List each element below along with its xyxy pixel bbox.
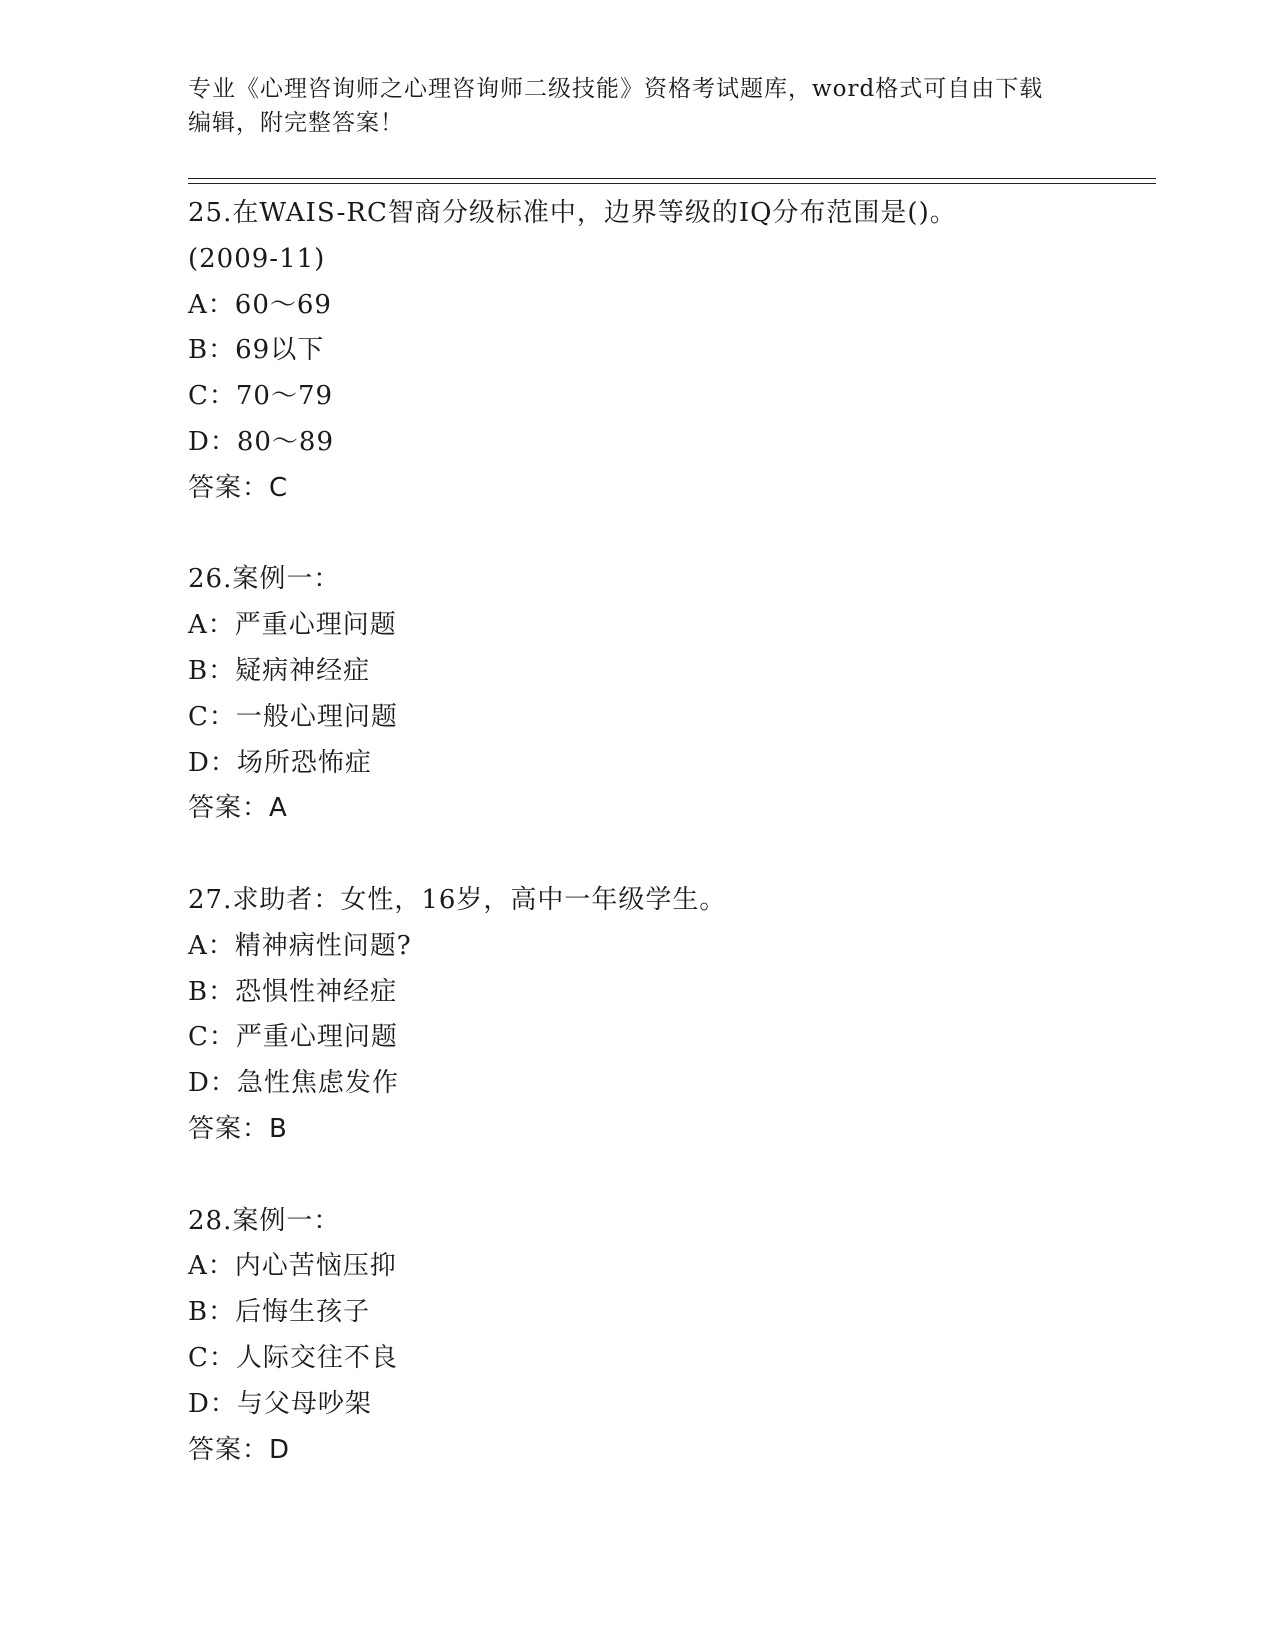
option-a: A：内心苦恼压抑	[188, 1251, 397, 1282]
option-d: D：场所恐怖症	[188, 747, 372, 778]
question-26	[188, 557, 1156, 832]
option-d: D：与父母吵架	[188, 1388, 372, 1419]
document-header	[188, 72, 1088, 140]
question-28	[188, 1199, 1156, 1474]
header-line-2: 编辑，附完整答案！	[188, 110, 404, 136]
option-b: B：疑病神经症	[188, 655, 371, 686]
option-b: B：恐惧性神经症	[188, 976, 398, 1007]
option-b: B：后悔生孩子	[188, 1297, 371, 1328]
question-25	[188, 191, 1156, 512]
question-stem: 25.在WAIS-RC智商分级标准中，边界等级的IQ分布范围是()。	[188, 198, 957, 228]
option-c: C：70～79	[188, 381, 334, 412]
question-27	[188, 878, 1156, 1153]
header-divider-top	[188, 178, 1156, 179]
option-c: C：人际交往不良	[188, 1342, 398, 1373]
answer-label: 答案：B	[188, 1113, 288, 1144]
option-a: A：严重心理问题	[188, 610, 397, 641]
question-stem: 26.案例一：	[188, 564, 341, 595]
answer-label: 答案：D	[188, 1434, 291, 1465]
option-c: C：一般心理问题	[188, 701, 398, 732]
option-a: A：60～69	[188, 289, 332, 320]
spacer	[188, 1153, 1156, 1199]
option-d: D：急性焦虑发作	[188, 1068, 399, 1099]
option-d: D：80～89	[188, 426, 335, 457]
spacer	[188, 512, 1156, 558]
option-b: B：69以下	[188, 335, 325, 366]
header-line-1: 专业《心理咨询师之心理咨询师二级技能》资格考试题库，word格式可自由下载	[188, 76, 1044, 102]
option-a: A：精神病性问题?	[188, 930, 412, 961]
option-c: C：严重心理问题	[188, 1022, 398, 1053]
question-stem-continued: (2009-11)	[188, 243, 326, 274]
question-list	[188, 191, 1156, 1473]
header-divider-bottom	[188, 183, 1156, 184]
question-stem: 27.求助者：女性，16岁，高中一年级学生。	[188, 884, 727, 915]
spacer	[188, 832, 1156, 878]
answer-label: 答案：C	[188, 472, 289, 503]
answer-label: 答案：A	[188, 793, 288, 824]
question-stem: 28.案例一：	[188, 1205, 341, 1236]
